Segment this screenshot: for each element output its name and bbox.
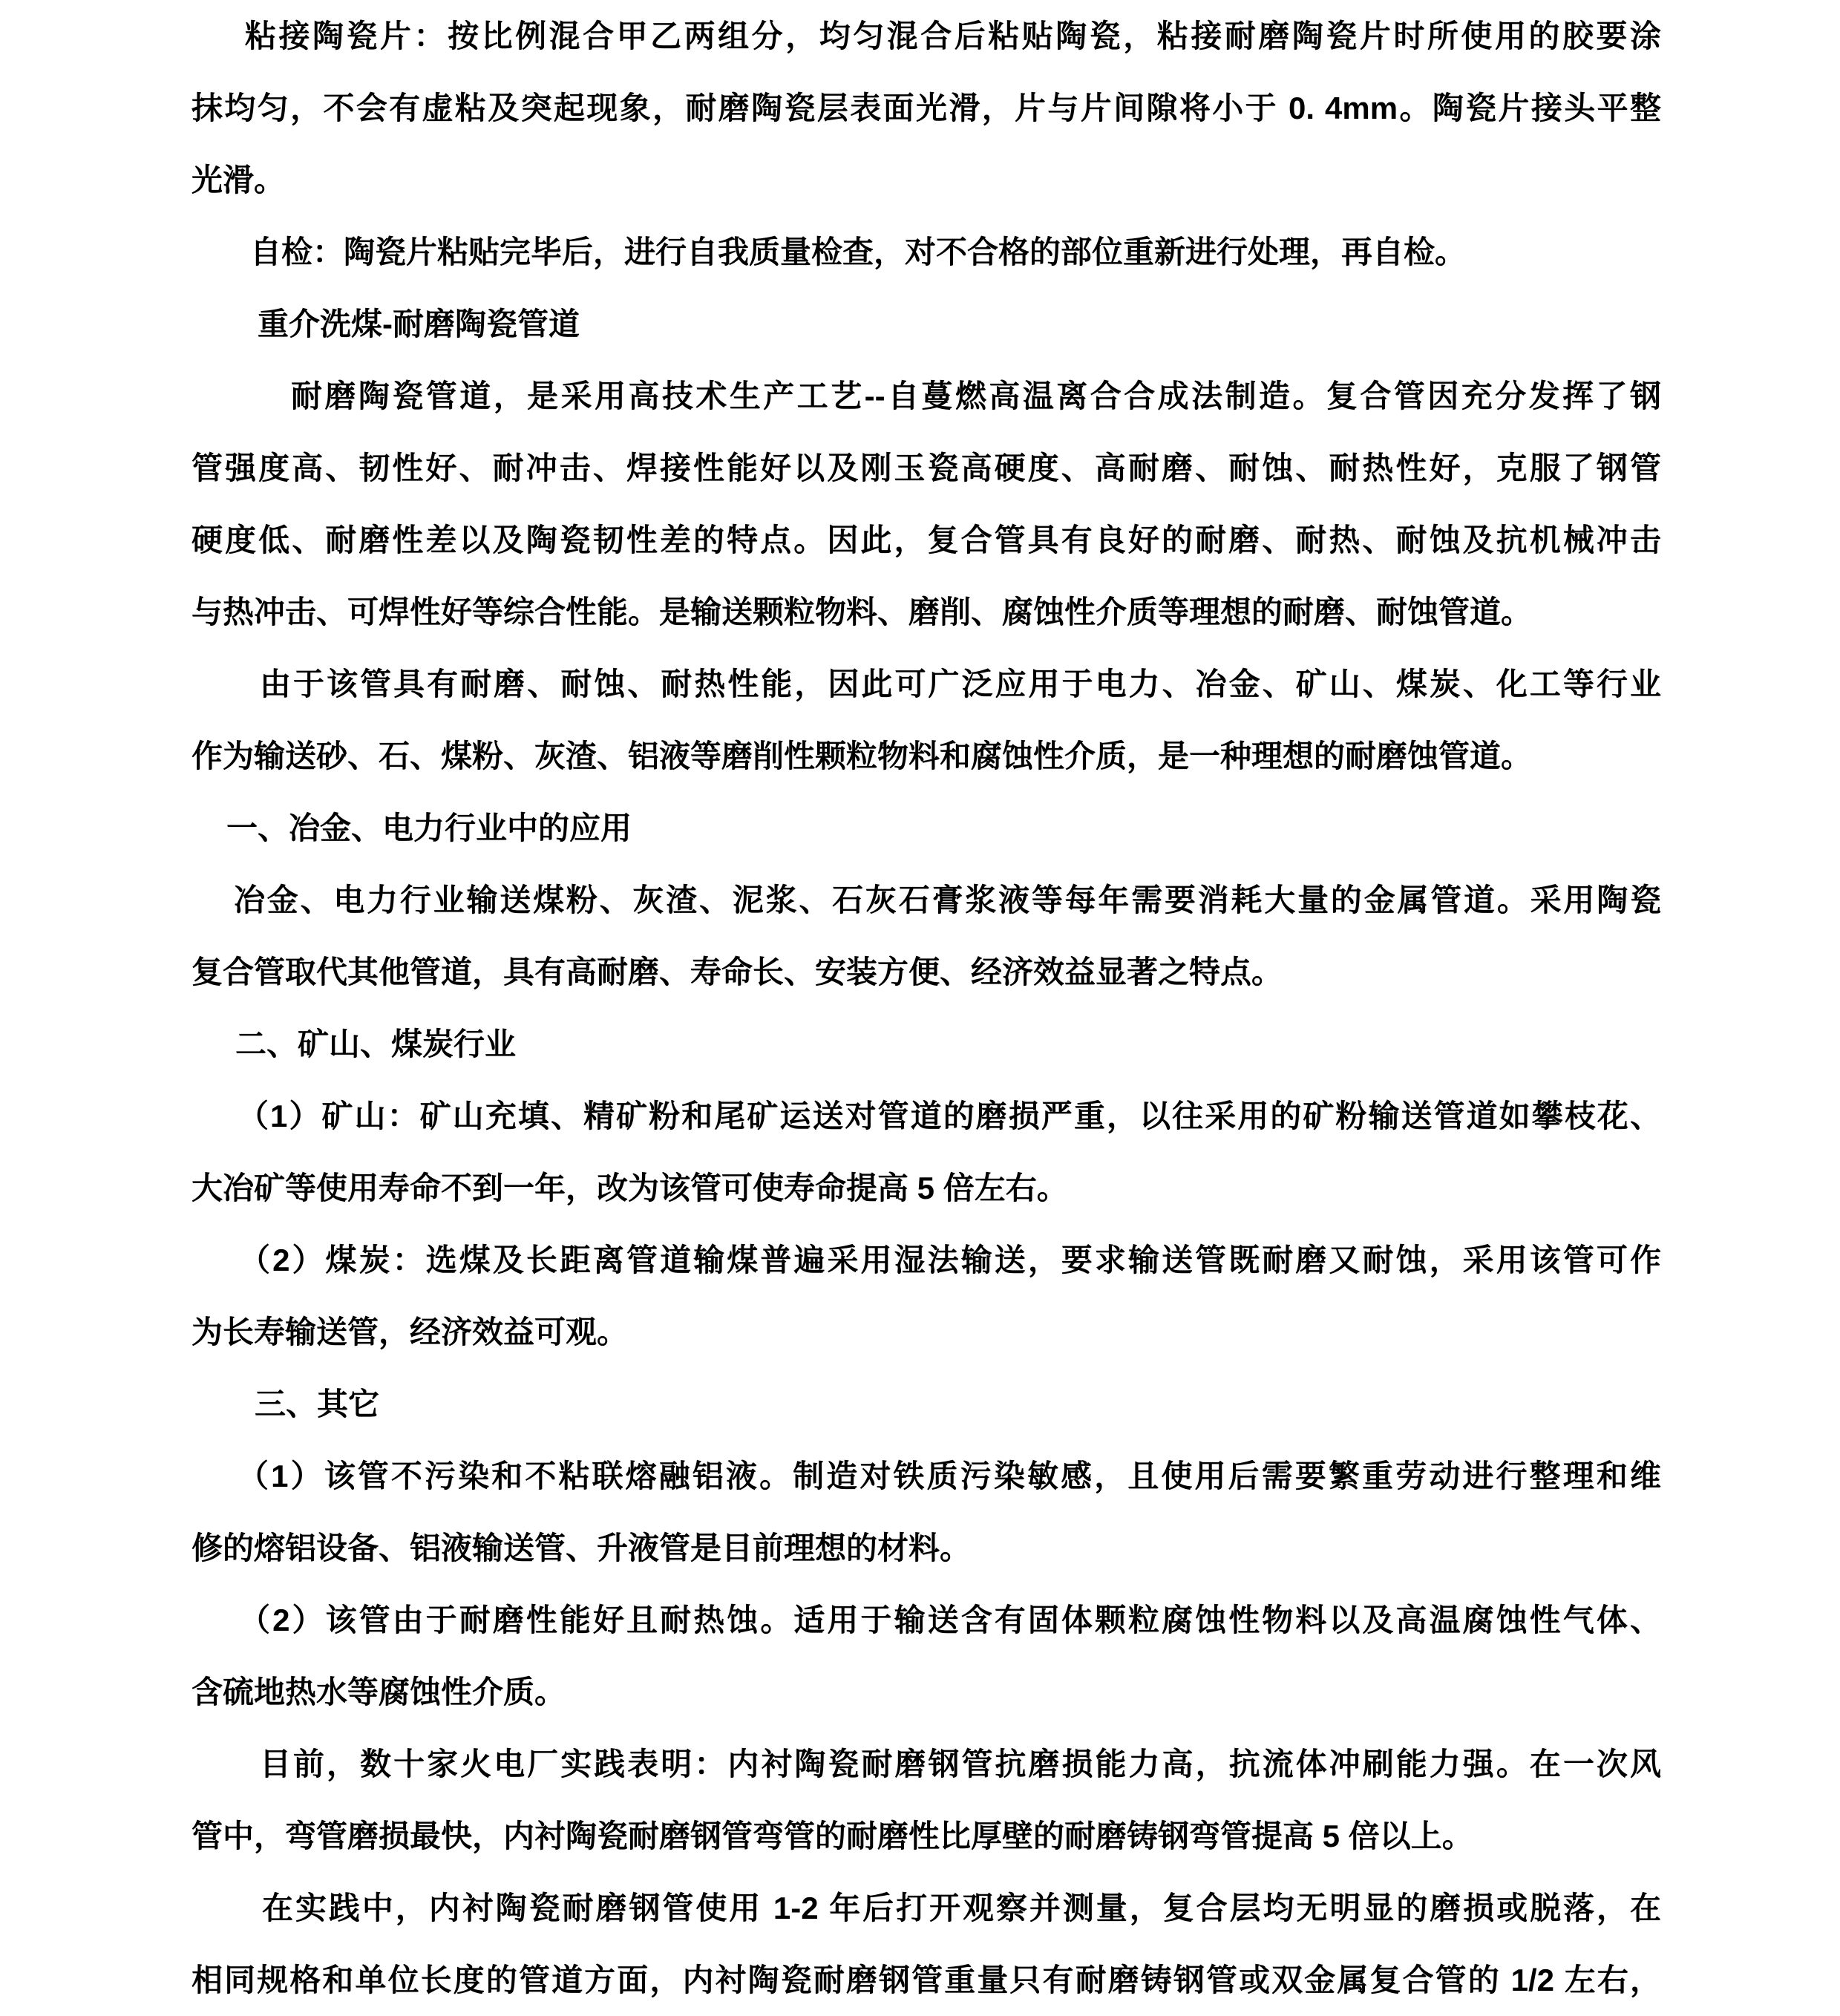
text-line: 自检：陶瓷片粘贴完毕后，进行自我质量检查，对不合格的部位重新进行处理，再自检。	[250, 235, 1467, 269]
text-line: 与热冲击、可焊性好等综合性能。是输送颗粒物料、磨削、腐蚀性介质等理想的耐磨、耐蚀管道。	[191, 595, 1533, 629]
text-line: 抹均匀，不会有虚粘及突起现象，耐磨陶瓷层表面光滑，片与片间隙将小于 0. 4mm。陶瓷片接头平整	[191, 91, 1661, 125]
text-line: 复合管取代其他管道，具有高耐磨、寿命长、安装方便、经济效益显著之特点。	[191, 955, 1283, 989]
text-line: 管中，弯管磨损最快，内衬陶瓷耐磨钢管弯管的耐磨性比厚壁的耐磨铸钢弯管提高 5 倍以上。	[191, 1819, 1473, 1853]
text-line: （1）矿山：矿山充填、精矿粉和尾矿运送对管道的磨损严重，以往采用的矿粉输送管道如攀枝花、	[238, 1099, 1661, 1133]
text-line: （2）煤炭：选煤及长距离管道输煤普遍采用湿法输送，要求输送管既耐磨又耐蚀，采用该管可作	[239, 1243, 1661, 1277]
document-body	[191, 0, 1661, 2016]
text-line: 一、冶金、电力行业中的应用	[226, 811, 632, 845]
text-line: 作为输送砂、石、煤粉、灰渣、铝液等磨削性颗粒物料和腐蚀性介质，是一种理想的耐磨蚀管道。	[191, 739, 1533, 773]
text-line: 在实践中，内衬陶瓷耐磨钢管使用 1-2 年后打开观察并测量，复合层均无明显的磨损或脱落，在	[262, 1891, 1661, 1925]
text-line: 目前，数十家火电厂实践表明：内衬陶瓷耐磨钢管抗磨损能力高，抗流体冲刷能力强。在一次风	[260, 1747, 1661, 1781]
text-line: 冶金、电力行业输送煤粉、灰渣、泥浆、石灰石膏浆液等每年需要消耗大量的金属管道。采用陶瓷	[234, 883, 1661, 917]
text-line: 硬度低、耐磨性差以及陶瓷韧性差的特点。因此，复合管具有良好的耐磨、耐热、耐蚀及抗机械冲击	[191, 523, 1661, 557]
text-line: 耐磨陶瓷管道，是采用高技术生产工艺--自蔓燃高温离合合成法制造。复合管因充分发挥了钢	[291, 379, 1661, 413]
text-line: 粘接陶瓷片：按比例混合甲乙两组分，均匀混合后粘贴陶瓷，粘接耐磨陶瓷片时所使用的胶要涂	[245, 19, 1661, 53]
text-line: 修的熔铝设备、铝液输送管、升液管是目前理想的材料。	[191, 1531, 972, 1565]
text-line: 二、矿山、煤炭行业	[235, 1027, 517, 1061]
text-line: （1）该管不污染和不粘联熔融铝液。制造对铁质污染敏感，且使用后需要繁重劳动进行整理和维	[238, 1459, 1661, 1493]
text-line: 重介洗煤-耐磨陶瓷管道	[258, 307, 580, 341]
text-line: （2）该管由于耐磨性能好且耐热蚀。适用于输送含有固体颗粒腐蚀性物料以及高温腐蚀性气体、	[239, 1603, 1661, 1637]
text-line: 大冶矿等使用寿命不到一年，改为该管可使寿命提高 5 倍左右。	[191, 1171, 1068, 1205]
text-line: 管强度高、韧性好、耐冲击、焊接性能好以及刚玉瓷高硬度、高耐磨、耐蚀、耐热性好，克服了钢管	[191, 451, 1661, 485]
text-line: 含硫地热水等腐蚀性介质。	[191, 1675, 566, 1709]
text-line: 光滑。	[191, 163, 286, 197]
text-line: 由于该管具有耐磨、耐蚀、耐热性能，因此可广泛应用于电力、冶金、矿山、煤炭、化工等行业	[260, 667, 1661, 701]
text-line: 三、其它	[255, 1387, 380, 1421]
text-line: 为长寿输送管，经济效益可观。	[191, 1315, 629, 1349]
text-line: 相同规格和单位长度的管道方面，内衬陶瓷耐磨钢管重量只有耐磨铸钢管或双金属复合管的 1/2 左右，	[191, 1963, 1661, 1997]
